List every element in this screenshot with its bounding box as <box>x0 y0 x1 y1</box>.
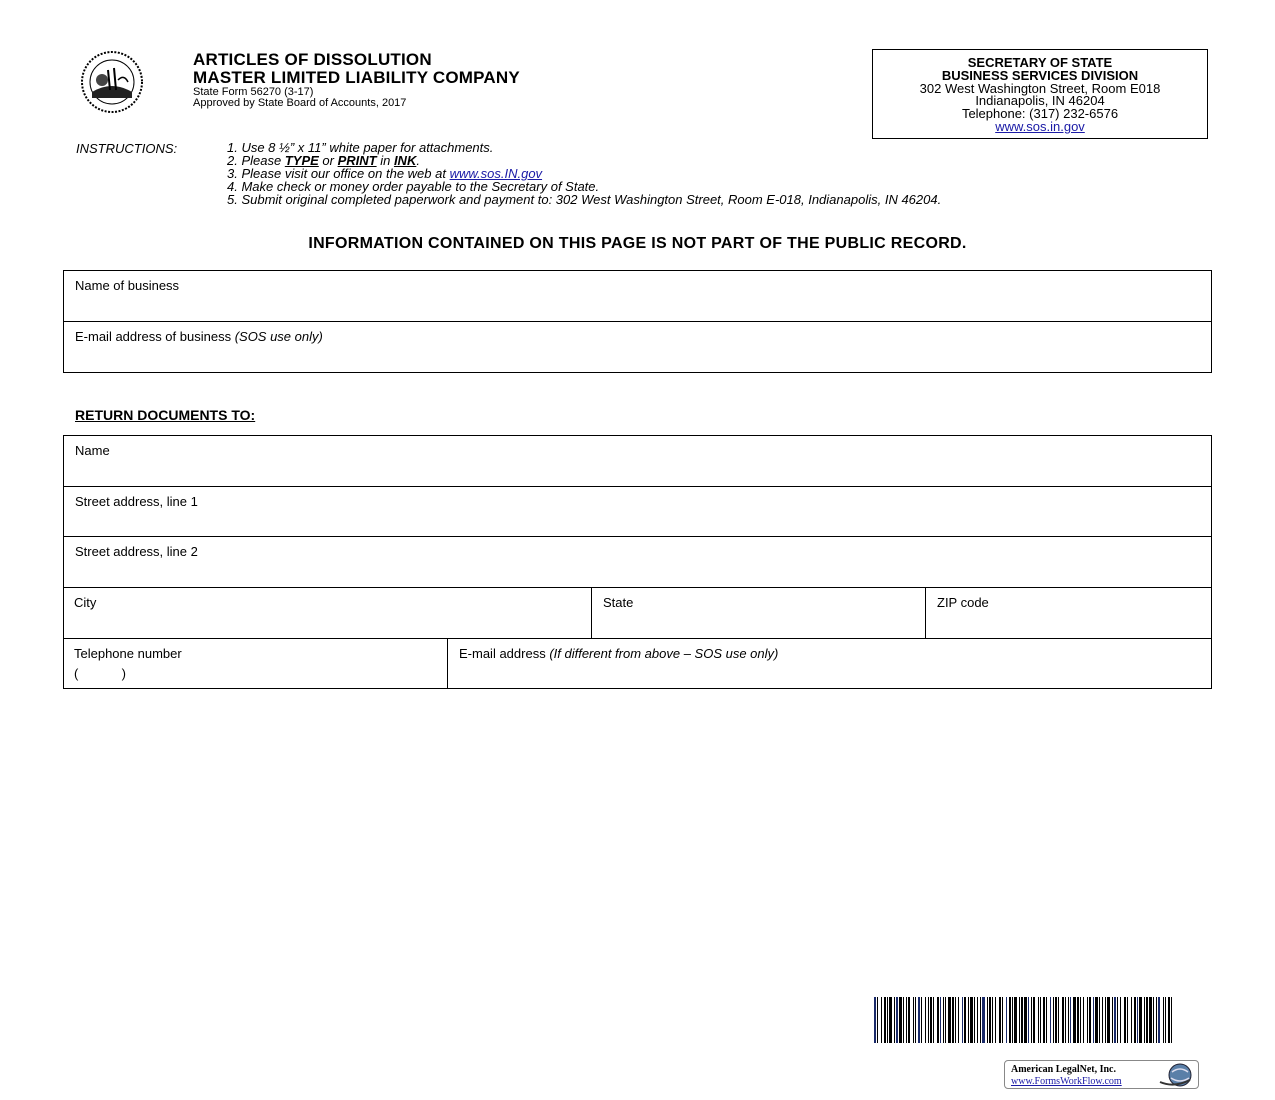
return-name-field[interactable] <box>64 436 1211 487</box>
barcode-bar <box>1165 997 1166 1043</box>
barcode-bar <box>1068 997 1069 1043</box>
public-record-notice: INFORMATION CONTAINED ON THIS PAGE IS NOT PART OF THE PUBLIC RECORD. <box>308 235 967 252</box>
form-title-line2: MASTER LIMITED LIABILITY COMPANY <box>193 68 520 87</box>
barcode-bar <box>1137 997 1138 1043</box>
return-name-label: Name <box>75 443 110 458</box>
form-number: State Form 56270 (3-17) <box>193 86 314 98</box>
barcode-bar <box>918 997 920 1043</box>
barcode-bar <box>1009 997 1011 1043</box>
barcode-bar <box>1062 997 1064 1043</box>
return-documents-box <box>63 435 1212 689</box>
sos-division: BUSINESS SERVICES DIVISION <box>941 67 1139 83</box>
approval-note: Approved by State Board of Accounts, 2017 <box>193 97 407 109</box>
barcode-bar <box>1158 997 1160 1043</box>
barcode-bar <box>1040 997 1041 1043</box>
barcode-bar <box>908 997 910 1043</box>
barcode-bar <box>1012 997 1013 1043</box>
barcode-bar <box>982 997 985 1043</box>
barcode-bar <box>1070 997 1071 1043</box>
instructions-label: INSTRUCTIONS: <box>76 141 178 156</box>
return-documents-heading: RETURN DOCUMENTS TO: <box>75 407 256 423</box>
barcode-bar <box>1087 997 1088 1043</box>
barcode-bar <box>881 997 882 1043</box>
sos-web-link[interactable]: www.sos.IN.gov <box>449 166 543 181</box>
barcode-bar <box>1171 997 1172 1043</box>
sos-street: 302 West Washington Street, Room E018 <box>919 80 1161 96</box>
barcode-bar <box>1077 997 1079 1043</box>
barcode-bar <box>930 997 932 1043</box>
barcode-bar <box>1127 997 1128 1043</box>
barcode-bar <box>1002 997 1003 1043</box>
barcode-bar <box>1144 997 1145 1043</box>
barcode-bar <box>968 997 969 1043</box>
phone-email-row <box>64 639 1211 689</box>
barcode-bar <box>1099 997 1100 1043</box>
barcode-bar <box>1149 997 1152 1043</box>
return-email-label: E-mail address (If different from above – SOS use only) <box>459 646 779 661</box>
barcode-bar <box>889 997 892 1043</box>
state-seal-icon <box>80 50 144 114</box>
city-field[interactable] <box>63 588 591 638</box>
barcode-bar <box>1163 997 1164 1043</box>
instruction-2: 2. Please TYPE or PRINT in INK. <box>227 153 420 168</box>
zip-code-label: ZIP code <box>937 595 989 610</box>
barcode-bar <box>1014 997 1017 1043</box>
barcode-bar <box>1112 997 1113 1043</box>
sos-website-link[interactable]: www.sos.in.gov <box>995 118 1085 134</box>
street-line2-label: Street address, line 2 <box>75 544 198 559</box>
barcode-bar <box>928 997 929 1043</box>
barcode-bar <box>977 997 978 1043</box>
barcode-icon <box>874 997 1175 1043</box>
barcode-bar <box>1019 997 1020 1043</box>
street-line2-field[interactable] <box>64 537 1211 588</box>
barcode-bar <box>1146 997 1148 1043</box>
state-label: State <box>603 595 634 610</box>
barcode-bar <box>995 997 996 1043</box>
barcode-bar <box>1058 997 1059 1043</box>
barcode-bar <box>1080 997 1081 1043</box>
barcode-bar <box>1134 997 1136 1043</box>
barcode-bar <box>1168 997 1170 1043</box>
return-email-field[interactable] <box>447 639 1211 689</box>
barcode-bar <box>884 997 886 1043</box>
barcode-bar <box>1139 997 1142 1043</box>
state-field[interactable] <box>591 588 925 638</box>
globe-logo-icon <box>1156 1062 1194 1089</box>
barcode-bar <box>958 997 959 1043</box>
barcode-bar <box>1024 997 1027 1043</box>
instruction-1: 1. Use 8 ½” x 11” white paper for attachments. <box>227 140 494 155</box>
barcode-bar <box>1065 997 1066 1043</box>
barcode-bar <box>1055 997 1057 1043</box>
barcode-bar <box>913 997 914 1043</box>
barcode-bar <box>903 997 904 1043</box>
barcode-bar <box>940 997 941 1043</box>
barcode-bar <box>1089 997 1091 1043</box>
barcode-bar <box>915 997 916 1043</box>
american-legalnet-badge[interactable] <box>1004 1060 1199 1089</box>
barcode-bar <box>887 997 888 1043</box>
barcode-bar <box>1105 997 1106 1043</box>
zip-code-field[interactable] <box>925 588 1211 638</box>
area-code-parens: ( ) <box>74 666 126 681</box>
business-email-field[interactable] <box>64 322 1211 373</box>
barcode-bar <box>999 997 1001 1043</box>
barcode-bar <box>987 997 988 1043</box>
barcode-bar <box>1038 997 1039 1043</box>
barcode-bar <box>1117 997 1118 1043</box>
city-state-zip-row <box>64 588 1211 639</box>
form-title-line1: ARTICLES OF DISSOLUTION <box>193 50 432 69</box>
sos-address-box <box>872 49 1208 139</box>
formsworkflow-link[interactable]: www.FormsWorkFlow.com <box>1011 1076 1122 1087</box>
city-label: City <box>74 595 97 610</box>
barcode-bar <box>1053 997 1054 1043</box>
barcode-bar <box>943 997 944 1043</box>
barcode-bar <box>1021 997 1023 1043</box>
barcode-bar <box>1095 997 1098 1043</box>
barcode-bar <box>1114 997 1116 1043</box>
barcode-bar <box>1043 997 1045 1043</box>
street-line1-field[interactable] <box>64 487 1211 537</box>
barcode-bar <box>1033 997 1035 1043</box>
business-info-box <box>63 270 1212 373</box>
business-name-field[interactable] <box>64 271 1211 322</box>
barcode-bar <box>948 997 951 1043</box>
barcode-bar <box>1131 997 1132 1043</box>
barcode-bar <box>1124 997 1126 1043</box>
barcode-bar <box>970 997 973 1043</box>
barcode-bar <box>1120 997 1121 1043</box>
sos-name: SECRETARY OF STATE <box>967 55 1113 70</box>
barcode-bar <box>921 997 922 1043</box>
barcode-bar <box>992 997 993 1043</box>
barcode-bar <box>1156 997 1157 1043</box>
telephone-label: Telephone number <box>74 646 182 661</box>
barcode-bar <box>964 997 966 1043</box>
barcode-bar <box>937 997 939 1043</box>
barcode-bar <box>1046 997 1047 1043</box>
barcode-bar <box>945 997 946 1043</box>
barcode-bar <box>933 997 934 1043</box>
street-line1-label: Street address, line 1 <box>75 494 198 509</box>
barcode-bar <box>877 997 878 1043</box>
barcode-bar <box>955 997 956 1043</box>
barcode-bar <box>1031 997 1032 1043</box>
barcode-bar <box>989 997 991 1043</box>
barcode-bar <box>1153 997 1154 1043</box>
barcode-bar <box>894 997 895 1043</box>
barcode-bar <box>906 997 907 1043</box>
barcode-bar <box>1083 997 1084 1043</box>
barcode-bar <box>896 997 898 1043</box>
instruction-3: 3. Please visit our office on the web at www.sos.IN.gov <box>227 166 543 181</box>
instruction-4: 4. Make check or money order payable to the Secretary of State. <box>227 179 600 194</box>
business-name-label: Name of business <box>75 278 180 293</box>
barcode-bar <box>1093 997 1094 1043</box>
barcode-bar <box>899 997 902 1043</box>
barcode-bar <box>974 997 975 1043</box>
barcode-bar <box>1073 997 1076 1043</box>
instruction-5: 5. Submit original completed paperwork and payment to: 302 West Washington Street, Room E-018, Indianapolis, IN 46204. <box>227 192 942 207</box>
barcode-bar <box>1107 997 1110 1043</box>
barcode-bar <box>925 997 926 1043</box>
sos-city: Indianapolis, IN 46204 <box>975 93 1105 109</box>
barcode-bar <box>1102 997 1103 1043</box>
barcode-bar <box>962 997 963 1043</box>
business-email-label: E-mail address of business (SOS use only) <box>75 329 323 344</box>
sos-telephone: Telephone: (317) 232-6576 <box>961 106 1119 122</box>
barcode-bar <box>1028 997 1029 1043</box>
barcode-bar <box>1050 997 1051 1043</box>
barcode-bar <box>874 997 876 1043</box>
company-name: American LegalNet, Inc. <box>1011 1064 1116 1075</box>
barcode-bar <box>952 997 954 1043</box>
telephone-field[interactable] <box>63 639 447 689</box>
barcode-bar <box>1006 997 1007 1043</box>
barcode-bar <box>980 997 981 1043</box>
